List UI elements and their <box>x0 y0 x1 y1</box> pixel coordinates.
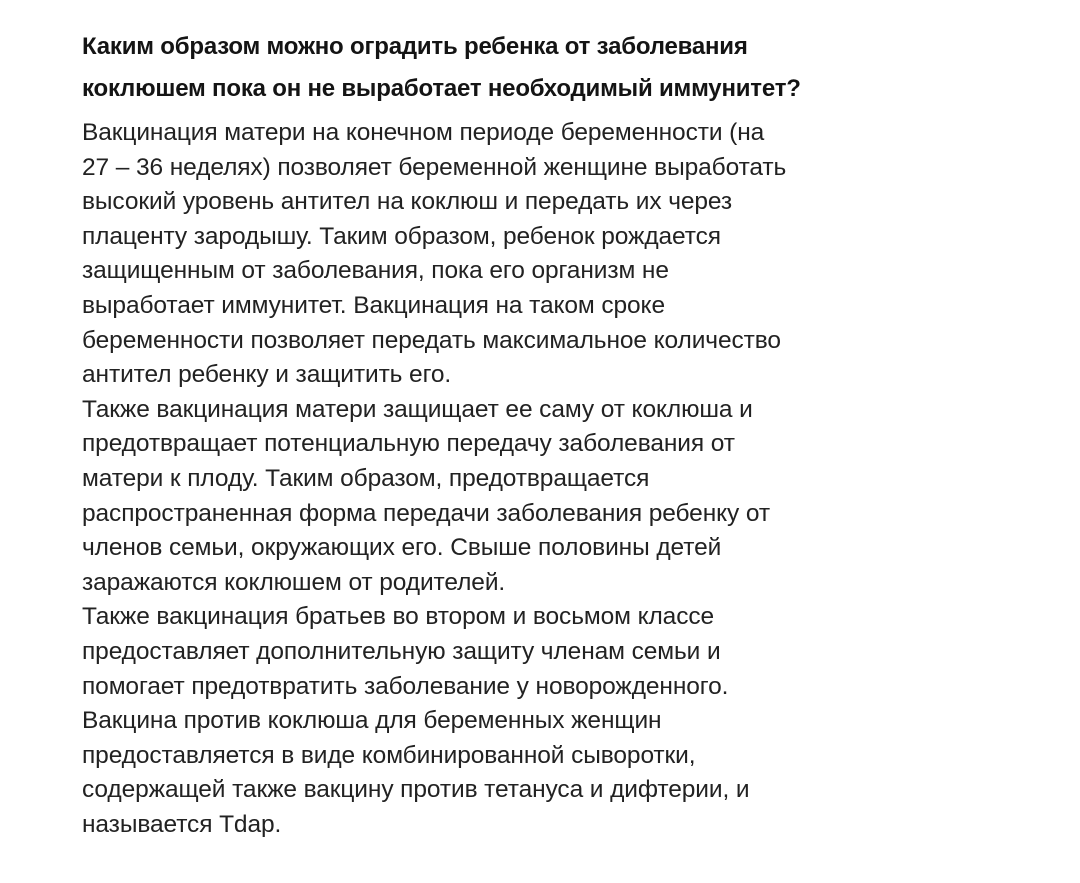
question-heading <box>82 26 1042 110</box>
answer-text <box>82 116 1042 842</box>
answer-line: членов семьи, окружающих его. Свыше половины детей <box>82 534 722 562</box>
answer-line: предоставляет дополнительную защиту членам семьи и <box>82 637 721 665</box>
answer-line: выработает иммунитет. Вакцинация на таком сроке <box>82 291 665 319</box>
answer-line: помогает предотвратить заболевание у новорожденного. <box>82 672 729 700</box>
answer-line: матери к плоду. Таким образом, предотвращается <box>82 464 650 492</box>
answer-line: беременности позволяет передать максимальное количество <box>82 326 781 354</box>
answer-line: заражаются коклюшем от родителей. <box>82 568 506 596</box>
answer-line: предоставляется в виде комбинированной сыворотки, <box>82 741 696 769</box>
answer-line: содержащей также вакцину против тетануса и дифтерии, и <box>82 776 750 804</box>
heading-line: коклюшем пока он не выработает необходимый иммунитет? <box>82 75 801 102</box>
answer-line: 27 – 36 неделях) позволяет беременной женщине выработать <box>82 153 787 181</box>
answer-line: защищенным от заболевания, пока его организм не <box>82 257 669 285</box>
answer-line: распространенная форма передачи заболевания ребенку от <box>82 499 770 527</box>
answer-line: плаценту зародышу. Таким образом, ребенок рождается <box>82 222 721 250</box>
answer-line: Также вакцинация матери защищает ее саму от коклюша и <box>82 395 753 423</box>
answer-line: называется Tdap. <box>82 810 282 838</box>
answer-line: антител ребенку и защитить его. <box>82 361 452 389</box>
answer-line: высокий уровень антител на коклюш и передать их через <box>82 188 733 216</box>
heading-line: Каким образом можно оградить ребенка от заболевания <box>82 33 748 60</box>
answer-line: предотвращает потенциальную передачу заболевания от <box>82 430 735 458</box>
answer-line: Также вакцинация братьев во втором и восьмом классе <box>82 603 715 631</box>
answer-line: Вакцина против коклюша для беременных женщин <box>82 707 662 735</box>
document-page <box>82 26 1042 842</box>
answer-line: Вакцинация матери на конечном периоде беременности (на <box>82 119 765 146</box>
